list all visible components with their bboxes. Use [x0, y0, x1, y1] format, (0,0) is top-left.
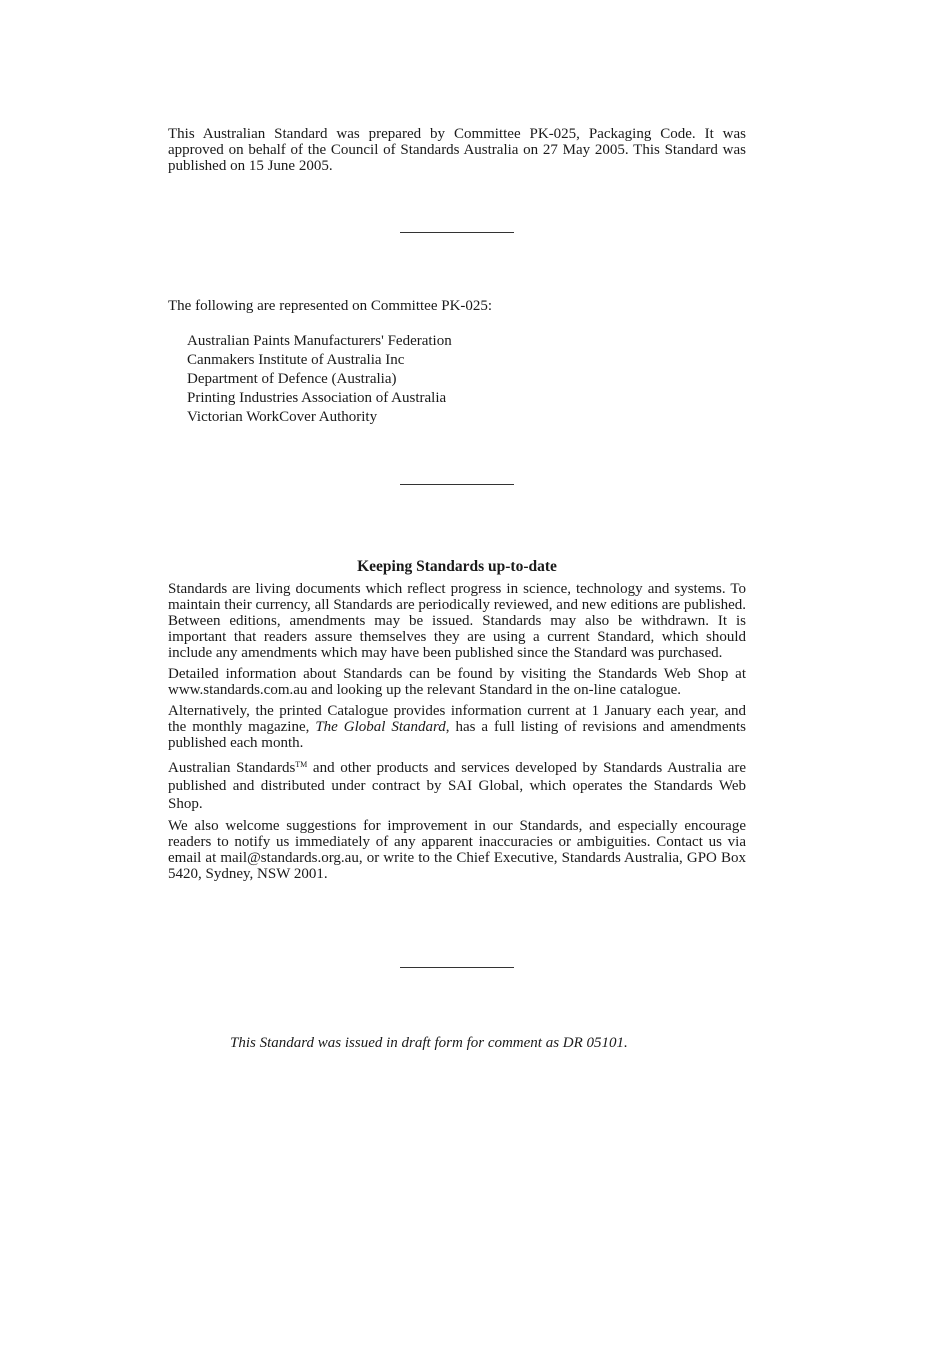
keeping-up-to-date-body: [168, 581, 746, 887]
committee-member: Australian Paints Manufacturers' Federation: [187, 333, 452, 349]
draft-note: This Standard was issued in draft form for comment as DR 05101.: [230, 1035, 628, 1051]
divider-rule: [400, 484, 514, 485]
divider-rule: [400, 967, 514, 968]
committee-member: Canmakers Institute of Australia Inc: [187, 352, 405, 368]
sai-text-end: and other products and services developed by Standards Australia are published and distributed under contract by SAI Global, which operates the Standards Web Shop.: [168, 760, 746, 812]
catalogue-text: Alternatively, the printed Catalogue provides information current at 1 January each year, and the monthly magazine,: [168, 703, 746, 735]
committee-member-list: [187, 332, 452, 427]
committee-member: Department of Defence (Australia): [187, 371, 397, 387]
paragraph-suggestions: We also welcome suggestions for improvement in our Standards, and especially encourage readers to notify us immediately of any apparent inaccuracies or ambiguities. Contact us via email at mail@standards.org.au, or write to the Chief Executive, Standards Australia, GPO Box 5420, Sydney, NSW 2001.: [168, 818, 746, 882]
paragraph-sai-global: [168, 756, 746, 813]
sai-text: Australian Standards: [168, 760, 296, 776]
paragraph-web-shop: Detailed information about Standards can be found by visiting the Standards Web Shop at www.standards.com.au and looking up the relevant Standard in the on-line catalogue.: [168, 666, 746, 698]
magazine-title: The Global Standard: [315, 719, 446, 735]
committee-member: Printing Industries Association of Australia: [187, 390, 447, 406]
section-heading: Keeping Standards up-to-date: [357, 558, 557, 575]
divider-rule: [400, 232, 514, 233]
preparation-statement: This Australian Standard was prepared by Committee PK-025, Packaging Code. It was approved on behalf of the Council of Standards Australia on 27 May 2005. This Standard was published on 15 June 2005.: [168, 126, 746, 174]
committee-intro: The following are represented on Committee PK-025:: [168, 298, 493, 314]
paragraph-catalogue: [168, 703, 746, 751]
paragraph-living-documents: Standards are living documents which reflect progress in science, technology and systems. To maintain their currency, all Standards are periodically reviewed, and new editions are published. Between editions, amendments may be issued. Standards may also be withdrawn. It is important that readers assure themselves they are using a current Standard, which should include any amendments which may have been published since the Standard was purchased.: [168, 581, 746, 661]
trademark-mark: TM: [295, 760, 308, 769]
committee-member: Victorian WorkCover Authority: [187, 409, 378, 425]
catalogue-text-end: , has a full listing of revisions and amendments published each month.: [168, 719, 747, 751]
